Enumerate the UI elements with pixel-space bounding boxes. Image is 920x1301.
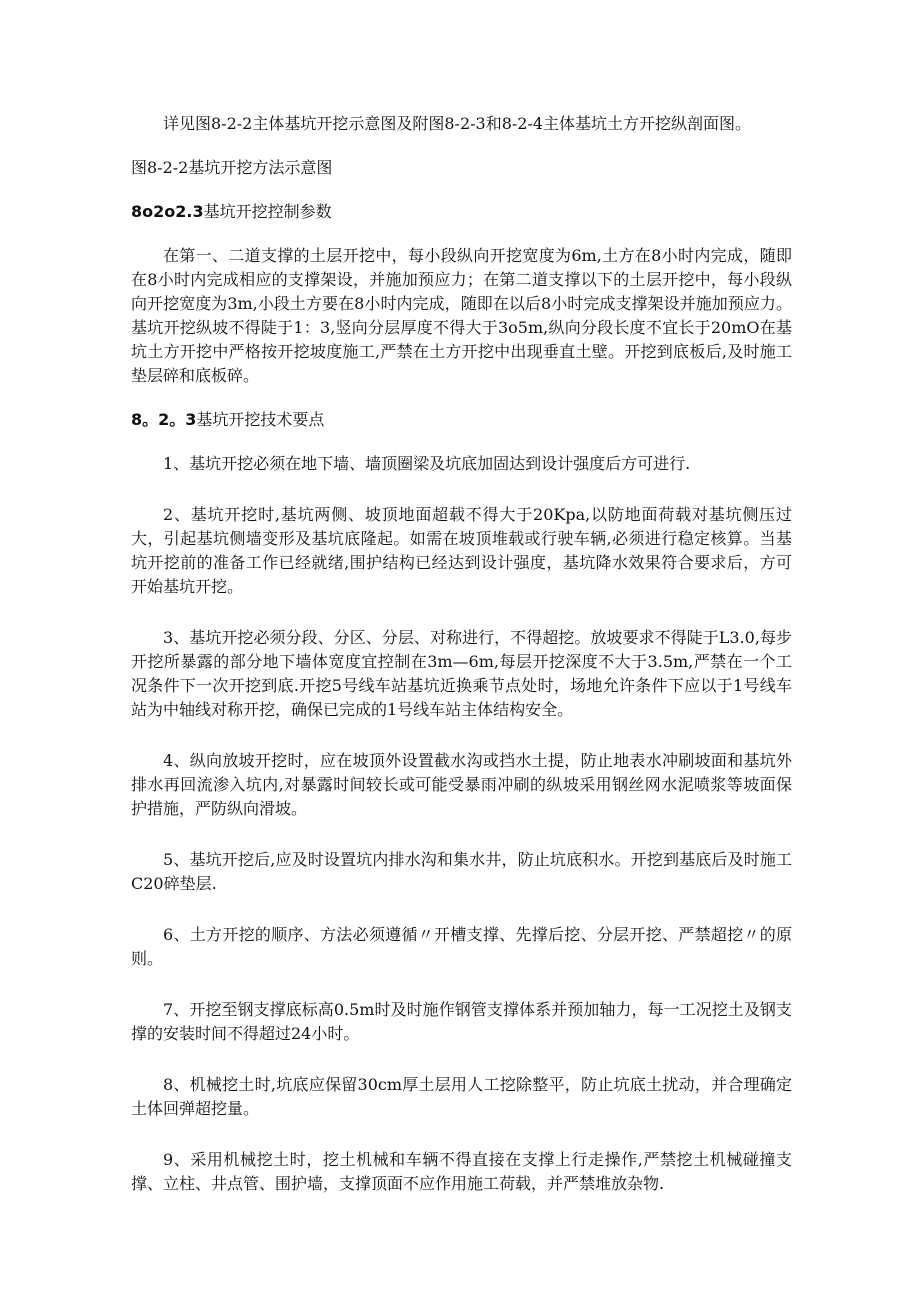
point-7: 7、开挖至钢支撑底标高0.5m时及时施作钢管支撑体系并预加轴力，每一工况挖土及钢支撑的安装时间不得超过24小时。 bbox=[131, 1000, 792, 1043]
section-heading-tech-points bbox=[131, 408, 792, 432]
point-5: 5、基坑开挖后,应及时设置坑内排水沟和集水井，防止坑底积水。开挖到基底后及时施工C20碎垫层. bbox=[131, 850, 792, 893]
point-8: 8、机械挖土时,坑底应保留30cm厚土层用人工挖除整平，防止坑底土扰动，并合理确定土体回弹超挖量。 bbox=[131, 1075, 792, 1118]
control-params-paragraph: 在第一、二道支撑的土层开挖中，每小段纵向开挖宽度为6m,土方在8小时内完成，随即在8小时内完成相应的支撑架设，并施加预应力；在第二道支撑以下的土层开挖中，每小段纵向开挖宽度为3m,小段土方要在8小时内完成，随即在以后8小时完成支撑架设并施加预应力。基坑开挖纵坡不得陡于1：3,竖向分层厚度不得大于3o5m,纵向分段长度不宜长于20mO在基坑土方开挖中严格按开挖坡度施工,严禁在土方开挖中出现垂直土壁。开挖到底板后,及时施工垫层碎和底板碎。 bbox=[131, 246, 792, 385]
point-3: 3、基坑开挖必须分段、分区、分层、对称进行，不得超挖。放坡要求不得陡于L3.0,每步开挖所暴露的部分地下墙体宽度宜控制在3m—6m,每层开挖深度不大于3.5m,严禁在一个工况条件下一次开挖到底.开挖5号线车站基坑近换乘节点处时，场地允许条件下应以于1号线车站为中轴线对称开挖，确保已完成的1号线车站主体结构安全。 bbox=[131, 628, 792, 719]
section-title: 基坑开挖技术要点 bbox=[196, 410, 325, 429]
point-6: 6、土方开挖的顺序、方法必须遵循〃开槽支撑、先撑后挖、分层开挖、严禁超挖〃的原则。 bbox=[131, 925, 792, 968]
point-2: 2、基坑开挖时,基坑两侧、坡顶地面超载不得大于20Kpa,以防地面荷载对基坑侧压过大，引起基坑侧墙变形及基坑底隆起。如需在坡顶堆载或行驶车辆,必须进行稳定核算。当基坑开挖前的准备工作已经就绪,围护结构已经达到设计强度，基坑降水效果符合要求后，方可开始基坑开挖。 bbox=[131, 505, 792, 596]
section-number: 8o2o2.3 bbox=[131, 202, 204, 221]
point-9: 9、采用机械挖土时，挖土机械和车辆不得直接在支撑上行走操作,严禁挖土机械碰撞支撑、立柱、井点管、围护墙，支撑顶面不应作用施工荷载，并严禁堆放杂物. bbox=[131, 1150, 792, 1193]
point-1: 1、基坑开挖必须在地下墙、墙顶圈梁及坑底加固达到设计强度后方可进行. bbox=[163, 454, 691, 473]
point-4: 4、纵向放坡开挖时，应在坡顶外设置截水沟或挡水土提，防止地表水冲刷坡面和基坑外排水再回流渗入坑内,对暴露时间较长或可能受暴雨冲刷的纵坡采用钢丝网水泥喷浆等坡面保护措施，严防纵向滑坡。 bbox=[131, 751, 792, 818]
figure-caption: 图8-2-2基坑开挖方法示意图 bbox=[131, 158, 333, 177]
intro-paragraph: 详见图8-2-2主体基坑开挖示意图及附图8-2-3和8-2-4主体基坑土方开挖纵剖面图。 bbox=[163, 114, 752, 133]
section-number: 8。2。3 bbox=[131, 410, 197, 429]
section-heading-control-params bbox=[131, 200, 792, 224]
section-title: 基坑开挖控制参数 bbox=[203, 202, 332, 221]
